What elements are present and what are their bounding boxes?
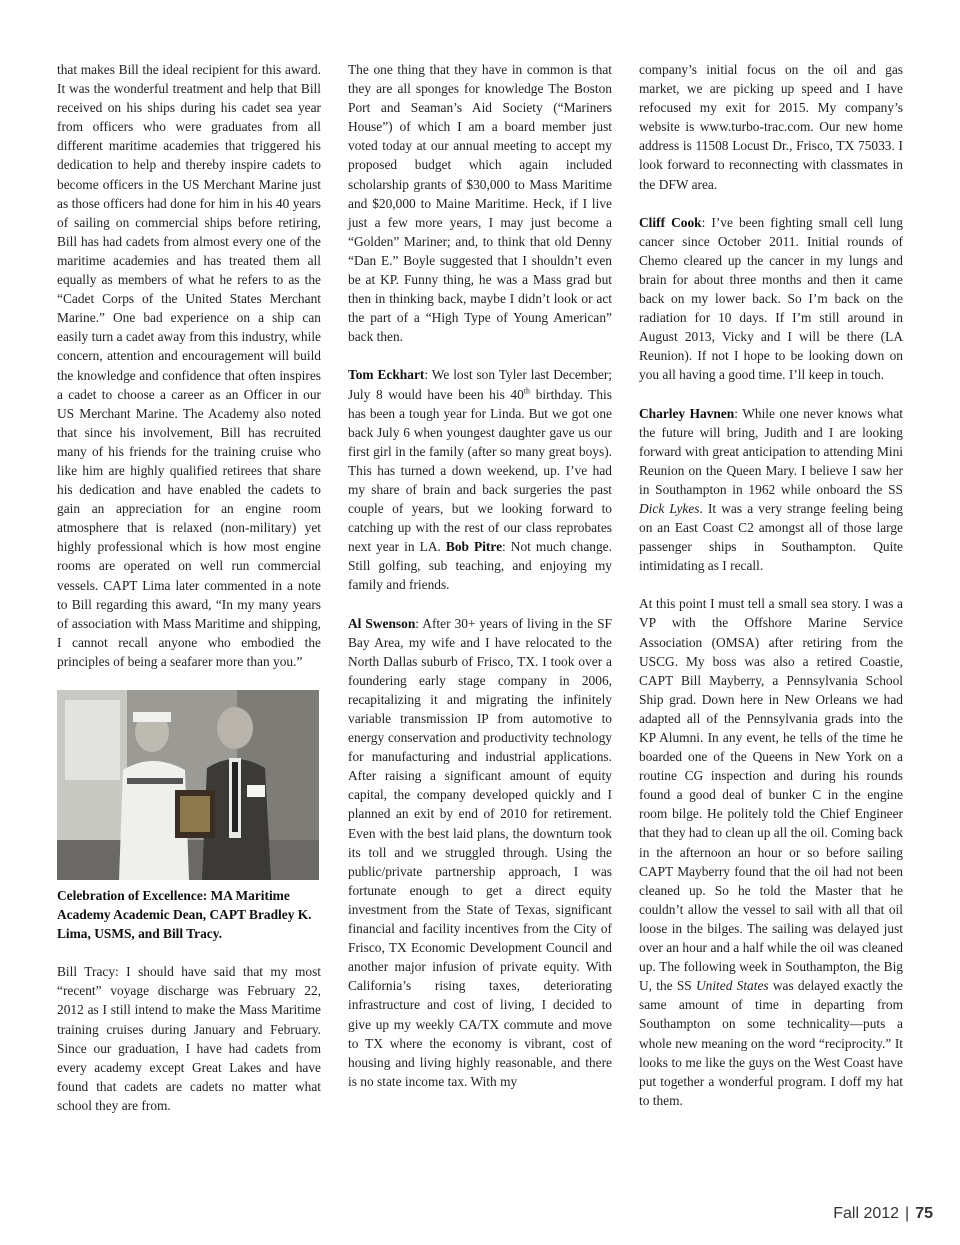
text-tom-eckhart-a: : We lost son Tyler last December; July 8 would have been his 40 <box>348 367 612 402</box>
page-number: 75 <box>915 1205 933 1222</box>
column-2 <box>348 60 612 1091</box>
ship-name-united-states: United States <box>695 978 769 994</box>
award-photo-image <box>57 690 319 880</box>
paragraph-al-swenson <box>348 614 612 1091</box>
text-cliff-cook: : I’ve been fighting small cell lung cancer since October 2011. Initial rounds of Chemo cleared up the cancer in my lungs and brain for about three months and then it came back on my lower back. So I’m back on the radiation for 10 days. If I’m still around in August 2013, Vicky and I will be there (LA Reunion). If not I hope to be looking down on you all having a good time. I’ll keep in touch. <box>639 214 903 383</box>
award-photo <box>57 690 319 880</box>
paragraph-cliff-cook <box>639 213 903 385</box>
issue-label: Fall 2012 <box>833 1205 900 1222</box>
paragraph-award-continued: that makes Bill the ideal recipient for this award. It was the wonderful treatment and help that Bill received on his ships during his cadet sea year from officers who were graduates from all different maritime academies that triggered his dedication to help and thereby inspire cadets to become officers in the US Merchant Marine just as those officers had done for him in his 40 years of sailing on commercial ships before retiring, Bill has had cadets from almost every one of the maritime academies and has treated them all equally as members of what he refers to as the “Cadet Corps of the United States Merchant Marine.” One bad experience on a ship can easily turn a cadet away from this industry, while concern, attention and encouragement will build the knowledge and confidence that often inspires a cadet to choose a career as an Officer in our US Merchant Marine. The Academy also noted that since his involvement, Bill has recruited many of his friends for the training cruise who like him are highly qualified retirees that share his dedication and have enabled the cadets to gain an appreciation for an engine room atmosphere that is relaxed (non-military) yet highly professional which is how most engine rooms are operated on well run commercial vessels. CAPT Lima later commented in a note to Bill regarding this award, “In my many years of association with Mass Maritime and shipping, I cannot recall anyone who embodied the principles of being a seafarer more than you.” <box>57 62 321 669</box>
text-charley-havnen-b: . It was a very strange feeling being on an East Coast C2 amongst all of those large passenger ships in Southampton. Quite intimidating as I recall. <box>639 500 903 574</box>
text-bob-pitre: : Not much change. Still golfing, sub teaching, and enjoying my family and friends. <box>348 539 612 593</box>
paragraph-tom-eckhart <box>348 365 612 594</box>
text-sea-story-b: was delayed exactly the same amount of time in departing from Southampton on some technicality—puts a whole new meaning on the word “reciprocity.” It looks to me like the guys on the West Coast have put together a wonderful program. I doff my hat to them. <box>639 978 903 1108</box>
ordinal-suffix: th <box>523 386 531 396</box>
paragraph-sponges: The one thing that they have in common is that they are all sponges for knowledge The Boston Port and Seaman’s Aid Society (“Mariners House”) of which I am a board member just voted today at our annual meeting to accept my proposed budget which again included scholarship grants of $30,000 to Mass Maritime and $20,000 to Maine Maritime. Heck, if I live just a few more years, I may just become a “Golden” Mariner; and, to think that old Denny “Dan E.” Boyle suggested that I shouldn’t even be at KP. Funny thing, he was a Mass grad but then in thinking back, maybe I didn’t look or act the part of a “High Type of Young American” back then. <box>348 62 612 345</box>
column-3 <box>639 60 903 1110</box>
text-sea-story-a: At this point I must tell a small sea story. I was a VP with the Offshore Marine Service Association (OMSA) after retiring from the USCG. My boss was also a retired Coastie, CAPT Bill Mayberry, a Pennsylvania School Ship grad. Down here in New Orleans we had adapted all of the Pennsylvania grads into the KP Alumni. In any event, he tells of the time he boarded one of the Queens in New York on a routine CG inspection and during his rounds found a good deal of bunker C in the engine room bilge. He politely told the Chief Engineer that they had to clean up all the oil. Coming back in the afternoon an hour or so before sailing CAPT Mayberry found that the oil had not been cleaned up. So he told the Master that he couldn’t allow the vessel to sail with all that oil loose in the bilges. The sailing was delayed just over an hour and a half while the oil was cleaned up. The following week in Southampton, the Big U, the SS <box>639 596 903 994</box>
page-footer <box>833 1205 933 1223</box>
name-al-swenson: Al Swenson <box>348 615 416 631</box>
ship-name-dick-lykes: Dick Lykes <box>639 500 700 516</box>
text-al-swenson: : After 30+ years of living in the SF Bay Area, my wife and I have relocated to the North Dallas suburb of Frisco, TX. I took over a foundering early stage company in 2006, recapitalizing it and migrating the infinitely variable transmission IP from automotive to energy conservation and productivity technology for manufacturing and industrial applications. After raising a significant amount of equity capital, the company developed quickly and I planned an exit by end of 2010 for retirement. Even with the best laid plans, the downturn took its toll and we struggled through. Using the public/private partnership approach, I was fortunate enough to get a direct equity investment from the State of Texas, significant financial and facility incentives from the City of Frisco, TX Economic Development Council and another major infusion of private equity. With California’s rising taxes, deteriorating infrastructure and cost of living, I decided to give up my weekly CA/TX commute and move to TX where the economy is vibrant, cost of housing and living highly reasonable, and there is no state income tax. With my <box>348 615 612 1089</box>
name-charley-havnen: Charley Havnen <box>639 405 735 421</box>
paragraph-company-focus: company’s initial focus on the oil and gas market, we are picking up speed and I have refocused my exit for 2015. My company’s website is www.turbo-trac.com. Our new home address is 11508 Locust Dr., Frisco, TX 75033. I look forward to reconnecting with classmates in the DFW area. <box>639 62 903 192</box>
name-cliff-cook: Cliff Cook <box>639 214 702 230</box>
paragraph-sea-story <box>639 594 903 1110</box>
paragraph-charley-havnen <box>639 404 903 576</box>
column-1 <box>57 60 321 1115</box>
text-charley-havnen-a: : While one never knows what the future will bring, Judith and I are looking forward with great anticipation to attending Mini Reunion on the Queen Mary. I believe I saw her in Southampton in 1962 while onboard the SS <box>639 405 903 497</box>
photo-caption: Celebration of Excellence: MA Maritime Academy Academic Dean, CAPT Bradley K. Lima, USMS, and Bill Tracy. <box>57 888 312 942</box>
footer-separator: | <box>905 1205 910 1222</box>
name-bob-pitre: Bob Pitre <box>445 539 503 555</box>
name-tom-eckhart: Tom Eckhart <box>348 367 425 383</box>
text-tom-eckhart-b: birthday. This has been a tough year for Linda. But we got one back July 6 when youngest daughter gave us our first girl in the family (after so many great boys). This has turned a down weekend, up. I’ve had my share of brain and back surgeries the past couple of years, but we looking forward to catching up with the rest of our class reprobates next year in LA. <box>348 386 612 555</box>
paragraph-bill-tracy: Bill Tracy: I should have said that my most “recent” voyage discharge was February 22, 2012 as I still intend to make the Mass Maritime training cruises during January and February. Since our graduation, I have had cadets from every academy except Great Lakes and have found that cadets are cadets no matter what school they are from. <box>57 964 321 1113</box>
